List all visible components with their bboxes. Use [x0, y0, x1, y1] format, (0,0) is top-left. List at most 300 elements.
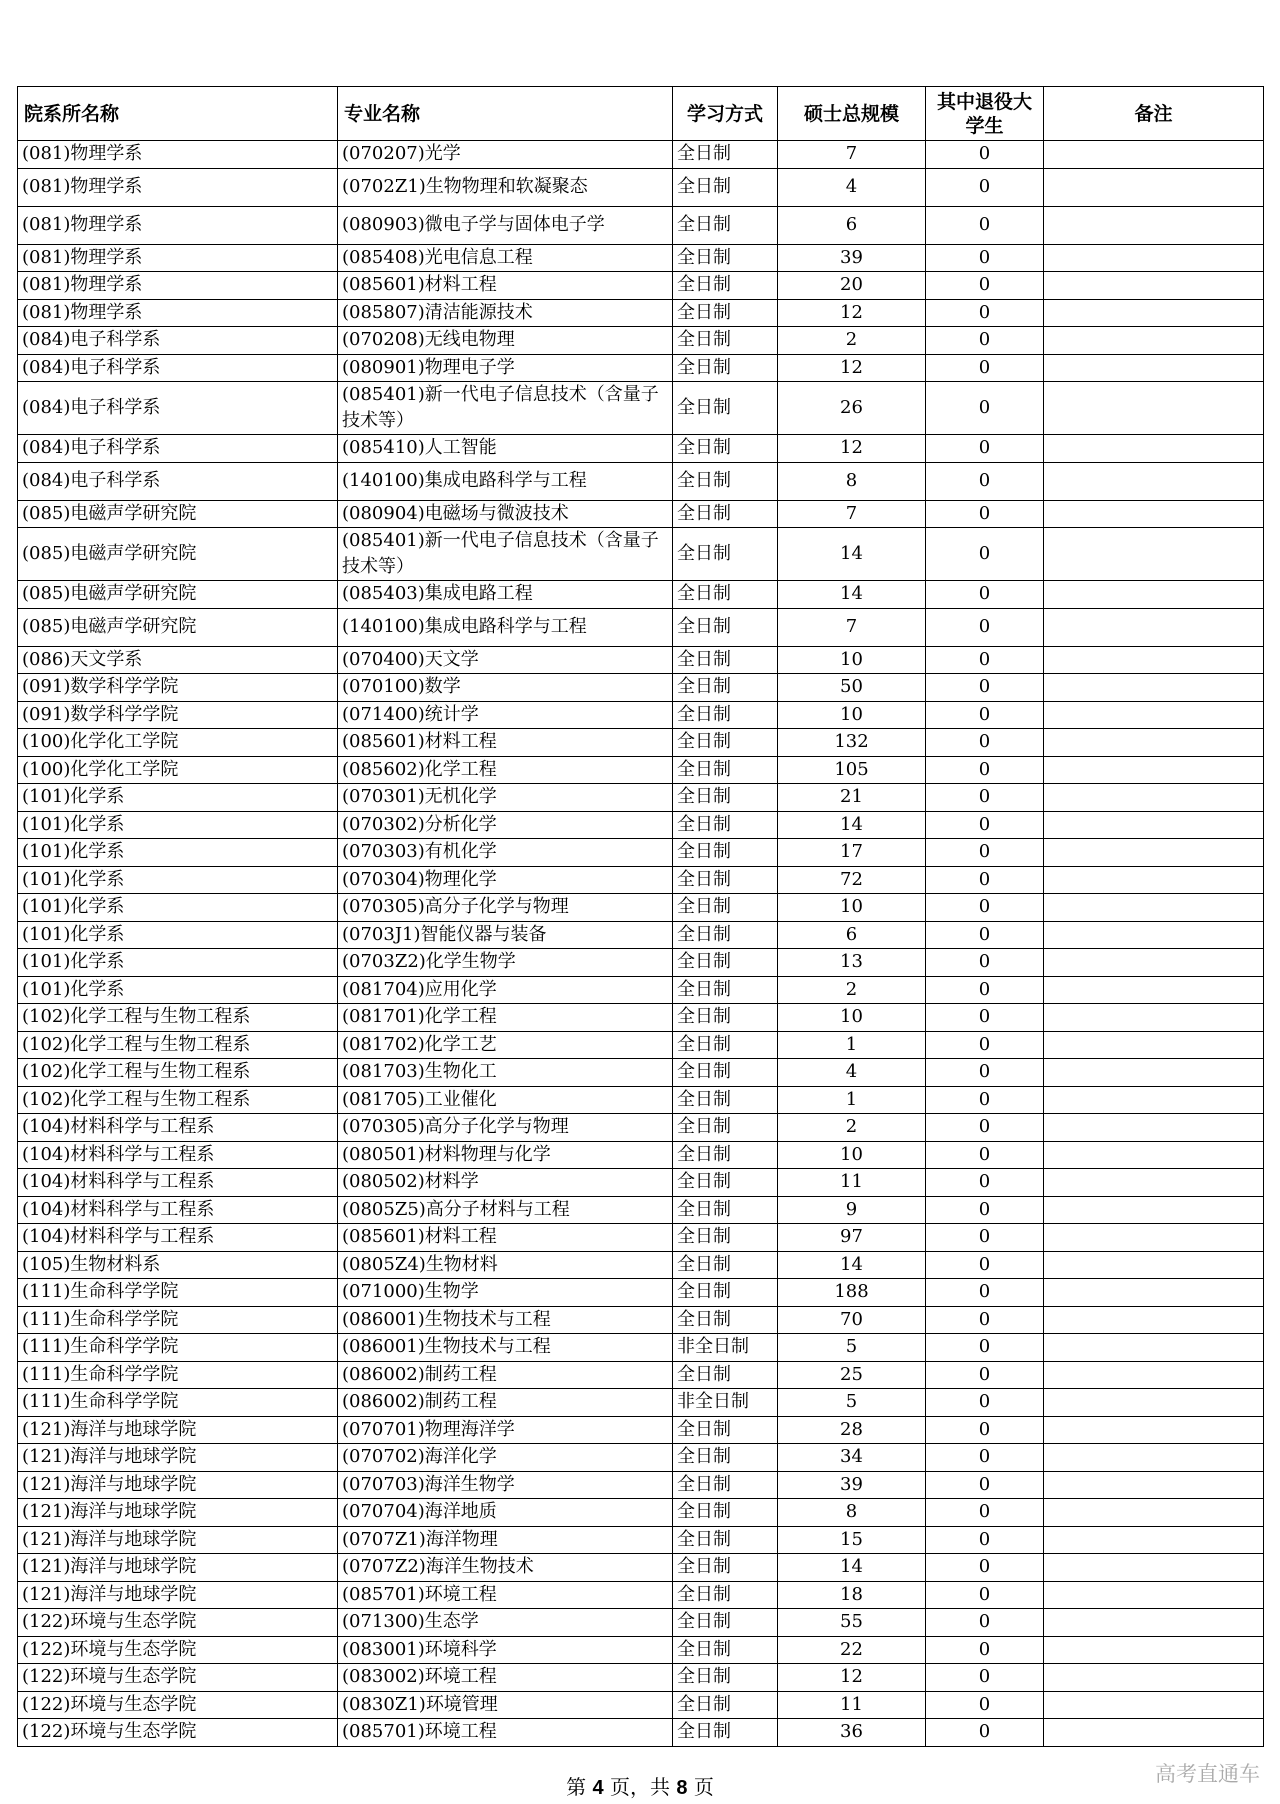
cell-total: 1	[778, 1086, 926, 1114]
cell-major: (080904)电磁场与微波技术	[338, 500, 673, 528]
cell-mode: 全日制	[673, 1114, 778, 1142]
cell-mode: 全日制	[673, 1224, 778, 1252]
cell-retired: 0	[926, 1141, 1044, 1169]
cell-dept: (081)物理学系	[18, 168, 338, 206]
cell-retired: 0	[926, 462, 1044, 500]
cell-mode: 全日制	[673, 1169, 778, 1197]
cell-mode: 全日制	[673, 1719, 778, 1747]
cell-major: (086001)生物技术与工程	[338, 1306, 673, 1334]
table-row	[18, 1471, 1264, 1499]
cell-dept: (101)化学系	[18, 894, 338, 922]
cell-retired: 0	[926, 354, 1044, 382]
cell-notes	[1044, 354, 1264, 382]
table-row	[18, 976, 1264, 1004]
footer-total-pages: 8	[676, 1777, 688, 1799]
table-row	[18, 1031, 1264, 1059]
cell-notes	[1044, 141, 1264, 169]
table-row	[18, 1251, 1264, 1279]
cell-mode: 全日制	[673, 674, 778, 702]
cell-major: (0702Z1)生物物理和软凝聚态	[338, 168, 673, 206]
cell-notes	[1044, 1609, 1264, 1637]
cell-retired: 0	[926, 701, 1044, 729]
cell-notes	[1044, 1636, 1264, 1664]
cell-dept: (105)生物材料系	[18, 1251, 338, 1279]
cell-total: 34	[778, 1444, 926, 1472]
cell-mode: 非全日制	[673, 1334, 778, 1362]
cell-dept: (121)海洋与地球学院	[18, 1416, 338, 1444]
cell-total: 97	[778, 1224, 926, 1252]
table-row	[18, 756, 1264, 784]
cell-notes	[1044, 206, 1264, 244]
cell-retired: 0	[926, 674, 1044, 702]
cell-major: (080901)物理电子学	[338, 354, 673, 382]
cell-dept: (111)生命科学学院	[18, 1361, 338, 1389]
cell-dept: (085)电磁声学研究院	[18, 608, 338, 646]
cell-mode: 全日制	[673, 462, 778, 500]
cell-retired: 0	[926, 646, 1044, 674]
cell-major: (070702)海洋化学	[338, 1444, 673, 1472]
cell-retired: 0	[926, 581, 1044, 609]
cell-mode: 全日制	[673, 354, 778, 382]
table-row	[18, 528, 1264, 581]
cell-retired: 0	[926, 1416, 1044, 1444]
footer-middle: 页，共	[610, 1775, 670, 1799]
cell-retired: 0	[926, 839, 1044, 867]
cell-major: (070208)无线电物理	[338, 327, 673, 355]
cell-notes	[1044, 1196, 1264, 1224]
cell-mode: 全日制	[673, 1251, 778, 1279]
cell-mode: 全日制	[673, 1279, 778, 1307]
table-row	[18, 811, 1264, 839]
table-header-row	[18, 87, 1264, 141]
table-row	[18, 1581, 1264, 1609]
cell-retired: 0	[926, 784, 1044, 812]
cell-dept: (122)环境与生态学院	[18, 1719, 338, 1747]
cell-mode: 全日制	[673, 894, 778, 922]
cell-total: 7	[778, 608, 926, 646]
cell-notes	[1044, 1581, 1264, 1609]
cell-retired: 0	[926, 1636, 1044, 1664]
cell-notes	[1044, 949, 1264, 977]
table-row	[18, 674, 1264, 702]
cell-notes	[1044, 608, 1264, 646]
cell-total: 15	[778, 1526, 926, 1554]
cell-retired: 0	[926, 528, 1044, 581]
cell-notes	[1044, 299, 1264, 327]
cell-major: (085601)材料工程	[338, 1224, 673, 1252]
cell-retired: 0	[926, 1224, 1044, 1252]
cell-notes	[1044, 1526, 1264, 1554]
cell-dept: (104)材料科学与工程系	[18, 1224, 338, 1252]
cell-retired: 0	[926, 921, 1044, 949]
cell-notes	[1044, 1691, 1264, 1719]
cell-major: (070701)物理海洋学	[338, 1416, 673, 1444]
cell-dept: (111)生命科学学院	[18, 1279, 338, 1307]
cell-retired: 0	[926, 1004, 1044, 1032]
cell-notes	[1044, 528, 1264, 581]
cell-total: 10	[778, 701, 926, 729]
cell-dept: (081)物理学系	[18, 141, 338, 169]
cell-dept: (081)物理学系	[18, 272, 338, 300]
cell-notes	[1044, 1361, 1264, 1389]
table-row	[18, 1196, 1264, 1224]
cell-mode: 全日制	[673, 435, 778, 463]
cell-retired: 0	[926, 976, 1044, 1004]
cell-mode: 全日制	[673, 756, 778, 784]
cell-total: 11	[778, 1169, 926, 1197]
table-row	[18, 354, 1264, 382]
cell-total: 5	[778, 1334, 926, 1362]
cell-major: (0707Z1)海洋物理	[338, 1526, 673, 1554]
cell-dept: (101)化学系	[18, 811, 338, 839]
cell-notes	[1044, 1389, 1264, 1417]
cell-mode: 全日制	[673, 811, 778, 839]
cell-major: (086001)生物技术与工程	[338, 1334, 673, 1362]
cell-total: 70	[778, 1306, 926, 1334]
cell-dept: (085)电磁声学研究院	[18, 500, 338, 528]
cell-major: (140100)集成电路科学与工程	[338, 462, 673, 500]
cell-major: (080501)材料物理与化学	[338, 1141, 673, 1169]
cell-total: 28	[778, 1416, 926, 1444]
cell-major: (070400)天文学	[338, 646, 673, 674]
cell-total: 7	[778, 141, 926, 169]
cell-notes	[1044, 1306, 1264, 1334]
cell-major: (070305)高分子化学与物理	[338, 894, 673, 922]
cell-retired: 0	[926, 1279, 1044, 1307]
cell-major: (085408)光电信息工程	[338, 244, 673, 272]
table-row	[18, 949, 1264, 977]
cell-retired: 0	[926, 1444, 1044, 1472]
cell-total: 2	[778, 327, 926, 355]
cell-mode: 全日制	[673, 1499, 778, 1527]
cell-retired: 0	[926, 500, 1044, 528]
table-row	[18, 1526, 1264, 1554]
footer-page-number: 4	[592, 1777, 604, 1799]
cell-total: 8	[778, 1499, 926, 1527]
cell-notes	[1044, 435, 1264, 463]
table-row	[18, 1444, 1264, 1472]
cell-total: 36	[778, 1719, 926, 1747]
table-row	[18, 382, 1264, 435]
cell-dept: (122)环境与生态学院	[18, 1664, 338, 1692]
cell-total: 72	[778, 866, 926, 894]
cell-retired: 0	[926, 1554, 1044, 1582]
cell-major: (081702)化学工艺	[338, 1031, 673, 1059]
cell-major: (081701)化学工程	[338, 1004, 673, 1032]
cell-mode: 全日制	[673, 528, 778, 581]
cell-major: (070301)无机化学	[338, 784, 673, 812]
cell-notes	[1044, 1169, 1264, 1197]
cell-major: (071300)生态学	[338, 1609, 673, 1637]
cell-major: (081704)应用化学	[338, 976, 673, 1004]
cell-dept: (101)化学系	[18, 949, 338, 977]
cell-mode: 全日制	[673, 1196, 778, 1224]
cell-total: 11	[778, 1691, 926, 1719]
cell-notes	[1044, 674, 1264, 702]
cell-notes	[1044, 1141, 1264, 1169]
cell-total: 7	[778, 500, 926, 528]
cell-retired: 0	[926, 1719, 1044, 1747]
table-row	[18, 866, 1264, 894]
cell-retired: 0	[926, 756, 1044, 784]
footer-prefix: 第	[566, 1775, 587, 1799]
cell-dept: (111)生命科学学院	[18, 1334, 338, 1362]
cell-major: (085701)环境工程	[338, 1581, 673, 1609]
cell-retired: 0	[926, 608, 1044, 646]
cell-dept: (101)化学系	[18, 866, 338, 894]
cell-dept: (104)材料科学与工程系	[18, 1141, 338, 1169]
cell-total: 10	[778, 1004, 926, 1032]
cell-mode: 全日制	[673, 1471, 778, 1499]
cell-retired: 0	[926, 866, 1044, 894]
cell-dept: (081)物理学系	[18, 244, 338, 272]
table-body	[18, 141, 1264, 1747]
cell-dept: (121)海洋与地球学院	[18, 1471, 338, 1499]
cell-dept: (091)数学科学学院	[18, 701, 338, 729]
cell-retired: 0	[926, 141, 1044, 169]
header-dept: 院系所名称	[18, 87, 338, 141]
cell-total: 10	[778, 894, 926, 922]
cell-retired: 0	[926, 382, 1044, 435]
cell-retired: 0	[926, 729, 1044, 757]
cell-total: 1	[778, 1031, 926, 1059]
cell-total: 26	[778, 382, 926, 435]
cell-major: (086002)制药工程	[338, 1389, 673, 1417]
cell-major: (070703)海洋生物学	[338, 1471, 673, 1499]
table-row	[18, 1334, 1264, 1362]
cell-notes	[1044, 581, 1264, 609]
cell-mode: 全日制	[673, 784, 778, 812]
cell-mode: 全日制	[673, 141, 778, 169]
cell-total: 9	[778, 1196, 926, 1224]
cell-retired: 0	[926, 894, 1044, 922]
cell-mode: 全日制	[673, 500, 778, 528]
cell-total: 13	[778, 949, 926, 977]
table-row	[18, 1279, 1264, 1307]
cell-total: 39	[778, 244, 926, 272]
cell-major: (070302)分析化学	[338, 811, 673, 839]
cell-dept: (102)化学工程与生物工程系	[18, 1004, 338, 1032]
cell-total: 14	[778, 811, 926, 839]
cell-major: (085807)清洁能源技术	[338, 299, 673, 327]
cell-mode: 全日制	[673, 382, 778, 435]
table-row	[18, 1664, 1264, 1692]
cell-notes	[1044, 462, 1264, 500]
table-row	[18, 1609, 1264, 1637]
cell-notes	[1044, 1471, 1264, 1499]
cell-retired: 0	[926, 327, 1044, 355]
cell-notes	[1044, 1334, 1264, 1362]
table-row	[18, 1114, 1264, 1142]
cell-dept: (122)环境与生态学院	[18, 1636, 338, 1664]
cell-total: 12	[778, 435, 926, 463]
cell-notes	[1044, 811, 1264, 839]
cell-mode: 全日制	[673, 1361, 778, 1389]
table-row	[18, 1416, 1264, 1444]
cell-mode: 全日制	[673, 206, 778, 244]
cell-mode: 全日制	[673, 1086, 778, 1114]
cell-major: (0805Z5)高分子材料与工程	[338, 1196, 673, 1224]
cell-notes	[1044, 500, 1264, 528]
cell-dept: (084)电子科学系	[18, 327, 338, 355]
table-row	[18, 784, 1264, 812]
cell-dept: (111)生命科学学院	[18, 1306, 338, 1334]
cell-major: (080502)材料学	[338, 1169, 673, 1197]
cell-retired: 0	[926, 1471, 1044, 1499]
cell-major: (0830Z1)环境管理	[338, 1691, 673, 1719]
cell-notes	[1044, 1224, 1264, 1252]
table-row	[18, 839, 1264, 867]
cell-mode: 全日制	[673, 327, 778, 355]
cell-dept: (100)化学化工学院	[18, 756, 338, 784]
cell-mode: 全日制	[673, 1664, 778, 1692]
table-row	[18, 1004, 1264, 1032]
cell-mode: 全日制	[673, 1444, 778, 1472]
table-row	[18, 1086, 1264, 1114]
cell-dept: (084)电子科学系	[18, 382, 338, 435]
cell-dept: (084)电子科学系	[18, 354, 338, 382]
cell-major: (085401)新一代电子信息技术（含量子技术等）	[338, 382, 673, 435]
cell-notes	[1044, 1664, 1264, 1692]
cell-retired: 0	[926, 1526, 1044, 1554]
cell-retired: 0	[926, 1031, 1044, 1059]
cell-mode: 全日制	[673, 1306, 778, 1334]
cell-major: (071000)生物学	[338, 1279, 673, 1307]
cell-mode: 全日制	[673, 866, 778, 894]
table-row	[18, 500, 1264, 528]
cell-major: (085410)人工智能	[338, 435, 673, 463]
cell-total: 50	[778, 674, 926, 702]
cell-mode: 非全日制	[673, 1389, 778, 1417]
cell-notes	[1044, 976, 1264, 1004]
cell-major: (071400)统计学	[338, 701, 673, 729]
cell-dept: (081)物理学系	[18, 206, 338, 244]
cell-dept: (121)海洋与地球学院	[18, 1499, 338, 1527]
cell-mode: 全日制	[673, 1554, 778, 1582]
cell-total: 10	[778, 646, 926, 674]
table-row	[18, 1169, 1264, 1197]
cell-dept: (104)材料科学与工程系	[18, 1169, 338, 1197]
watermark: 高考直通车	[1155, 1762, 1260, 1786]
cell-retired: 0	[926, 811, 1044, 839]
table-row	[18, 244, 1264, 272]
cell-notes	[1044, 1114, 1264, 1142]
cell-retired: 0	[926, 1361, 1044, 1389]
cell-total: 20	[778, 272, 926, 300]
cell-total: 14	[778, 528, 926, 581]
table-row	[18, 701, 1264, 729]
table-row	[18, 1224, 1264, 1252]
cell-total: 21	[778, 784, 926, 812]
cell-retired: 0	[926, 1196, 1044, 1224]
cell-mode: 全日制	[673, 949, 778, 977]
table-row	[18, 894, 1264, 922]
table-row	[18, 1636, 1264, 1664]
table-row	[18, 729, 1264, 757]
cell-total: 18	[778, 1581, 926, 1609]
cell-major: (070303)有机化学	[338, 839, 673, 867]
cell-total: 132	[778, 729, 926, 757]
table-row	[18, 1691, 1264, 1719]
cell-total: 12	[778, 299, 926, 327]
cell-major: (0703J1)智能仪器与装备	[338, 921, 673, 949]
cell-dept: (101)化学系	[18, 921, 338, 949]
cell-mode: 全日制	[673, 1691, 778, 1719]
header-mode: 学习方式	[673, 87, 778, 141]
cell-mode: 全日制	[673, 608, 778, 646]
table-row	[18, 435, 1264, 463]
cell-dept: (121)海洋与地球学院	[18, 1526, 338, 1554]
cell-dept: (091)数学科学学院	[18, 674, 338, 702]
cell-notes	[1044, 1499, 1264, 1527]
footer-suffix: 页	[693, 1775, 714, 1799]
header-notes: 备注	[1044, 87, 1264, 141]
cell-notes	[1044, 1416, 1264, 1444]
cell-notes	[1044, 1444, 1264, 1472]
cell-mode: 全日制	[673, 921, 778, 949]
cell-notes	[1044, 1554, 1264, 1582]
cell-major: (085601)材料工程	[338, 272, 673, 300]
page-footer	[0, 1771, 1280, 1800]
cell-major: (070304)物理化学	[338, 866, 673, 894]
cell-total: 6	[778, 206, 926, 244]
cell-mode: 全日制	[673, 839, 778, 867]
table-row	[18, 1389, 1264, 1417]
cell-major: (070305)高分子化学与物理	[338, 1114, 673, 1142]
cell-dept: (101)化学系	[18, 839, 338, 867]
cell-dept: (122)环境与生态学院	[18, 1691, 338, 1719]
table-row	[18, 272, 1264, 300]
cell-retired: 0	[926, 1169, 1044, 1197]
cell-mode: 全日制	[673, 581, 778, 609]
cell-notes	[1044, 1031, 1264, 1059]
cell-major: (081705)工业催化	[338, 1086, 673, 1114]
cell-major: (070704)海洋地质	[338, 1499, 673, 1527]
cell-major: (0805Z4)生物材料	[338, 1251, 673, 1279]
cell-total: 105	[778, 756, 926, 784]
cell-dept: (102)化学工程与生物工程系	[18, 1059, 338, 1087]
cell-retired: 0	[926, 244, 1044, 272]
cell-notes	[1044, 1719, 1264, 1747]
cell-notes	[1044, 866, 1264, 894]
table-row	[18, 1719, 1264, 1747]
cell-dept: (104)材料科学与工程系	[18, 1114, 338, 1142]
cell-major: (085701)环境工程	[338, 1719, 673, 1747]
cell-notes	[1044, 327, 1264, 355]
table-row	[18, 646, 1264, 674]
cell-dept: (102)化学工程与生物工程系	[18, 1086, 338, 1114]
cell-total: 14	[778, 1554, 926, 1582]
cell-total: 4	[778, 1059, 926, 1087]
cell-retired: 0	[926, 1334, 1044, 1362]
cell-total: 4	[778, 168, 926, 206]
table-row	[18, 168, 1264, 206]
cell-retired: 0	[926, 1499, 1044, 1527]
cell-major: (085403)集成电路工程	[338, 581, 673, 609]
cell-retired: 0	[926, 272, 1044, 300]
cell-total: 6	[778, 921, 926, 949]
table-row	[18, 1554, 1264, 1582]
cell-major: (083002)环境工程	[338, 1664, 673, 1692]
cell-dept: (084)电子科学系	[18, 435, 338, 463]
cell-mode: 全日制	[673, 244, 778, 272]
cell-total: 25	[778, 1361, 926, 1389]
cell-notes	[1044, 244, 1264, 272]
cell-dept: (101)化学系	[18, 784, 338, 812]
cell-notes	[1044, 1086, 1264, 1114]
cell-mode: 全日制	[673, 272, 778, 300]
enrollment-table	[17, 86, 1264, 1747]
